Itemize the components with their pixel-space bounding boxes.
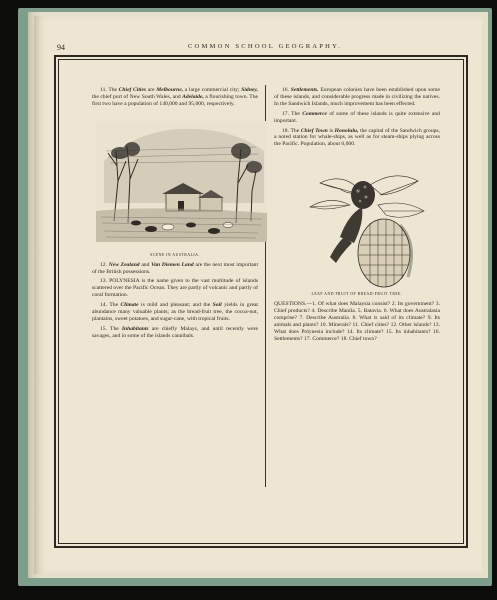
paragraph-11: 11. The Chief Cities are Melbourne, a large commercial city; Sidney, the chief port of New South Wales, and Adelaide, a flourishing town. The first two have a population of 140,000 and 95,000, respectively.	[92, 87, 258, 107]
paragraph-15: 15. The Inhabitants are chiefly Malays, and until recently were savages, and in some of the islands cannibals.	[92, 325, 258, 339]
paragraph-17: 17. The Commerce of some of these islands is quite extensive and important.	[274, 110, 440, 124]
paragraph-13: 13. POLYNESIA is the name given to the vast multitude of islands scattered over the Pacific Ocean. They are partly of volcanic and partly of coral formation.	[92, 278, 258, 299]
scene-caption: SCENE IN AUSTRALIA.	[150, 252, 200, 257]
paragraph-16: 16. Settlements. European colonies have been established upon some of these islands, and considerable progress made in civilizing the natives. In the Sandwich Islands, much improvement has been effected.	[274, 87, 440, 107]
running-head: COMMON SCHOOL GEOGRAPHY.	[187, 43, 343, 50]
fruit-caption: LEAF AND FRUIT OF BREAD-FRUIT TREE.	[311, 292, 403, 297]
fruit-space	[274, 151, 440, 291]
page-number: 94	[57, 43, 65, 52]
paragraph-18: 18. The Chief Town is Honolulu, the capital of the Sandwich groups, a noted station for whale-ships, as well as for steam-ships plying across the Pacific. Population, about 6,000.	[274, 127, 440, 148]
left-column	[92, 87, 258, 343]
scene-space	[92, 111, 258, 252]
right-column	[274, 87, 440, 346]
paragraph-14: 14. The Climate is mild and pleasant; and the Soil yields in great abundance many valuable plants; as the bread-fruit tree, the cocoa-nut, plantains, sweet potatoes, and sugar-cane, with tropical fruits.	[92, 302, 258, 322]
questions: QUESTIONS.—1. Of what does Malaysia consist? 2. Its government? 3. Chief products? 4. Describe Manila. 5. Batavia. 6. What does Australasia comprise? 7. Describe Australia. 8. What is said of its climate? 9. Its animals and plants? 10. Minerals? 11. Chief cities? 12. Other islands? 13. What does Polynesia include? 14. Its climate? 15. Its inhabitants? 16. Settlements? 17. Commerce? 18. Chief town?	[274, 301, 440, 342]
paragraph-12: 12. New Zealand and Van Diemen Land are the next most important of the British possessions.	[92, 261, 259, 275]
